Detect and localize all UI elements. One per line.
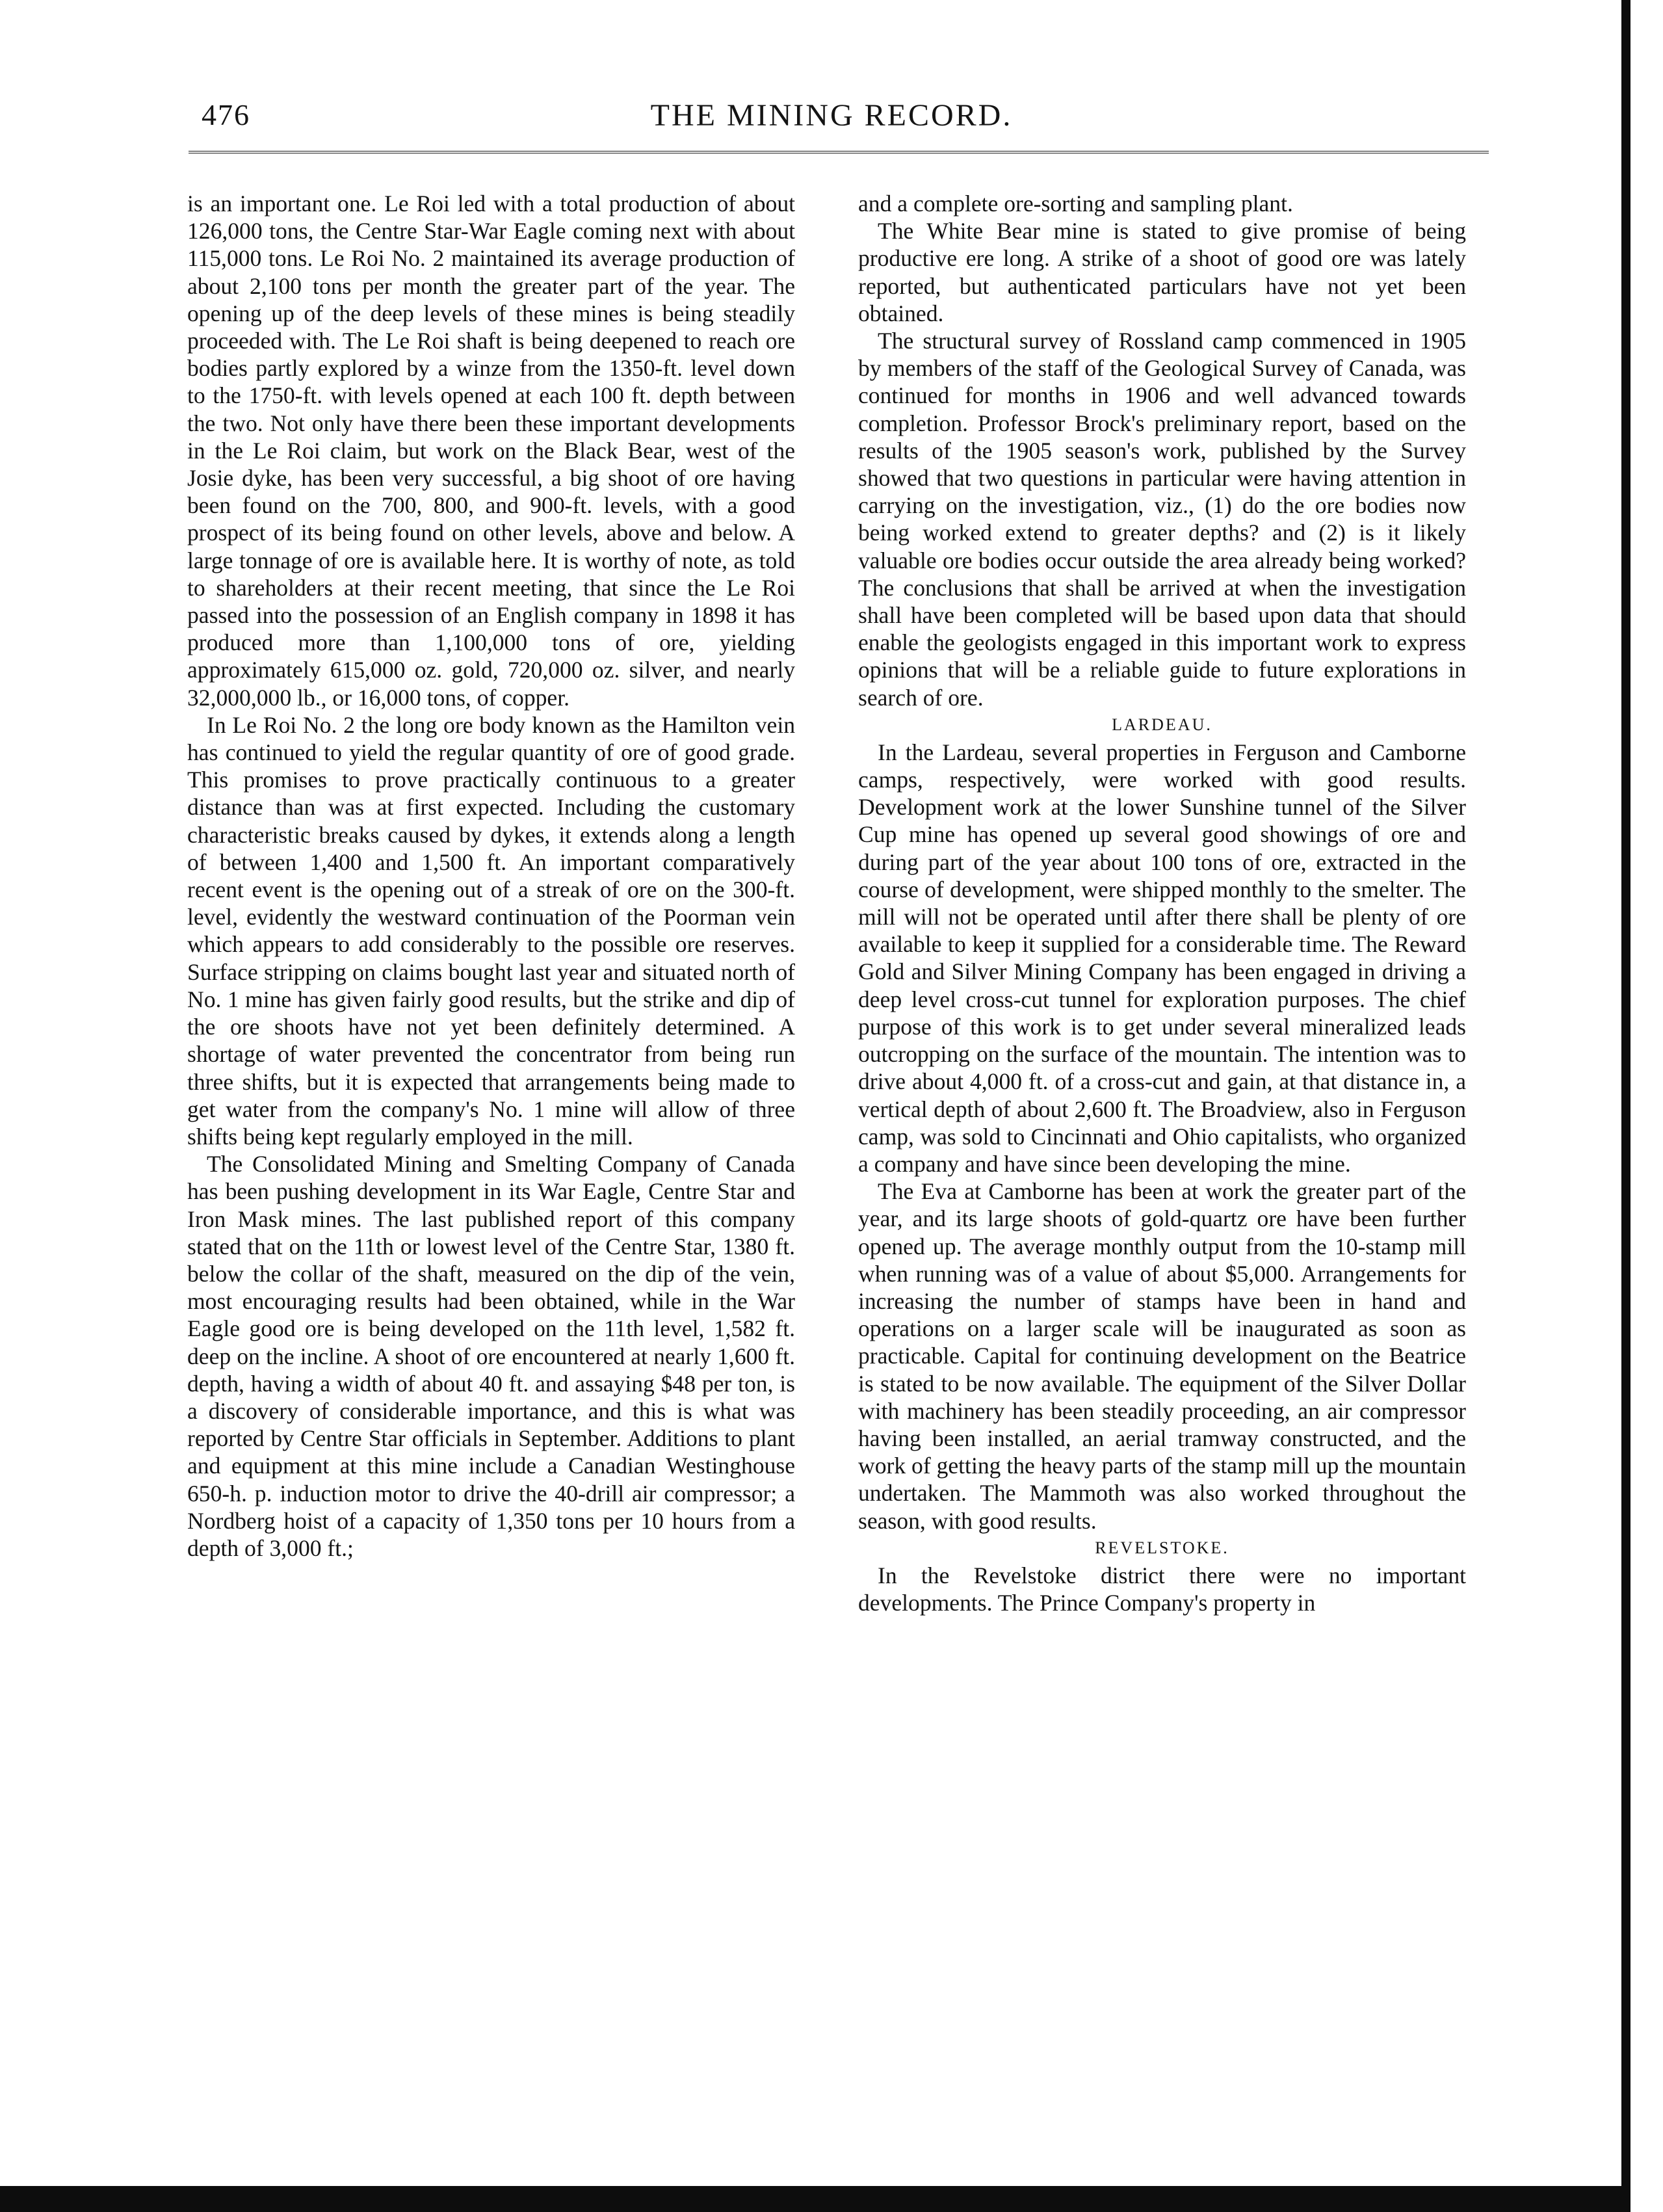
paragraph: and a complete ore-sorting and sampling plant. — [858, 191, 1293, 217]
section-heading-lardeau: LARDEAU. — [1112, 715, 1212, 734]
paragraph: The Eva at Camborne has been at work the greater part of the year, and its large shoots of gold-quartz ore have been further opened up. The average monthly output from the 10-stamp mill when running was of a value of about $5,000. Arrangements for increasing the number of stamps have been in hand and operations on a larger scale will be inaugurated as soon as practicable. Capital for continuing development on the Beatrice is stated to be now available. The equipment of the Silver Dollar with machinery has been steadily proceeding, an air compressor having been installed, an aerial tramway constructed, and the work of getting the heavy parts of the stamp mill up the mountain undertaken. The Mammoth was also worked throughout the season, with good results. — [858, 1178, 1466, 1534]
paragraph: The structural survey of Rossland camp commenced in 1905 by members of the staff of the Geological Survey of Canada, was continued for months in 1906 and well advanced towards completion. Professor Brock's preliminary report, based on the results of the 1905 season's work, published by the Survey showed that two questions in particular were having attention in carrying on the investigation, viz., (1) do the ore bodies now being worked extend to greater depths? and (2) is it likely valuable ore bodies occur outside the area already being worked? The conclusions that shall be arrived at when the investigation shall have been completed will be based upon data that should enable the geologists engaged in this important work to express opinions that will be a reliable guide to future explorations in search of ore. — [858, 328, 1466, 711]
page-number: 476 — [202, 98, 250, 131]
section-heading-revelstoke: REVELSTOKE. — [1095, 1538, 1229, 1557]
page-bottom-border — [0, 2186, 1630, 2212]
running-title: THE MINING RECORD. — [650, 98, 1013, 133]
right-column — [858, 190, 1466, 1616]
paragraph: The White Bear mine is stated to give promise of being productive ere long. A strike of a shoot of good ore was lately reported, but authenticated particulars have not yet been obtained. — [858, 218, 1466, 326]
paragraph: is an important one. Le Roi led with a total production of about 126,000 tons, the Centre Star-War Eagle coming next with about 115,000 tons. Le Roi No. 2 maintained its average production of about 2,100 tons per month the greater part of the year. The opening up of the deep levels of these mines is being steadily proceeded with. The Le Roi shaft is being deepened to reach ore bodies partly explored by a winze from the 1350-ft. level down to the 1750-ft. with levels opened at each 100 ft. depth between the two. Not only have there been these important developments in the Le Roi claim, but work on the Black Bear, west of the Josie dyke, has been very successful, a big shoot of ore having been found on the 700, 800, and 900-ft. levels, with a good prospect of its being found on other levels, above and below. A large tonnage of ore is available here. It is worthy of note, as told to shareholders at their recent meeting, that since the Le Roi passed into the possession of an English company in 1898 it has produced more than 1,100,000 tons of ore, yielding approximately 615,000 oz. gold, 720,000 oz. silver, and nearly 32,000,000 lb., or 16,000 tons, of copper. — [187, 191, 795, 711]
paragraph: In the Lardeau, several properties in Ferguson and Camborne camps, respectively, were worked with good results. Development work at the lower Sunshine tunnel of the Silver Cup mine has opened up several good showings of ore and during part of the year about 100 tons of ore, extracted in the course of development, were shipped monthly to the smelter. The mill will not be operated until after there shall be plenty of ore available to keep it supplied for a considerable time. The Reward Gold and Silver Mining Company has been engaged in driving a deep level cross-cut tunnel for exploration purposes. The chief purpose of this work is to get under several mineralized leads outcropping on the surface of the mountain. The intention was to drive about 4,000 ft. of a cross-cut and gain, at that distance in, a vertical depth of about 2,600 ft. The Broadview, also in Ferguson camp, was sold to Cincinnati and Ohio capitalists, who organized a company and have since been developing the mine. — [858, 739, 1466, 1177]
paragraph: The Consolidated Mining and Smelting Company of Canada has been pushing development in its War Eagle, Centre Star and Iron Mask mines. The last published report of this company stated that on the 11th or lowest level of the Centre Star, 1380 ft. below the collar of the shaft, measured on the dip of the vein, most encouraging results had been obtained, while in the War Eagle good ore is being developed on the 11th level, 1,582 ft. deep on the incline. A shoot of ore encountered at nearly 1,600 ft. depth, having a width of about 40 ft. and assaying $48 per ton, is a discovery of considerable importance, and this is what was reported by Centre Star officials in September. Additions to plant and equipment at this mine include a Canadian Westinghouse 650-h. p. induction motor to drive the 40-drill air compressor; a Nordberg hoist of a capacity of 1,350 tons per 10 hours from a depth of 3,000 ft.; — [187, 1151, 795, 1561]
page-right-border — [1621, 0, 1630, 2212]
left-column — [187, 190, 795, 1562]
header-rule — [189, 151, 1489, 153]
paragraph: In the Revelstoke district there were no important developments. The Prince Company's property in — [858, 1562, 1466, 1616]
paragraph: In Le Roi No. 2 the long ore body known as the Hamilton vein has continued to yield the regular quantity of ore of good grade. This promises to prove practically continuous to a greater distance than was at first expected. Including the customary characteristic breaks caused by dykes, it extends along a length of between 1,400 and 1,500 ft. An important comparatively recent event is the opening out of a streak of ore on the 300-ft. level, evidently the westward continuation of the Poorman vein which appears to add considerably to the possible ore reserves. Surface stripping on claims bought last year and situated north of No. 1 mine has given fairly good results, but the strike and dip of the ore shoots have not yet been definitely determined. A shortage of water prevented the concentrator from being run three shifts, but it is expected that arrangements being made to get water from the company's No. 1 mine will allow of three shifts being kept regularly employed in the mill. — [187, 711, 795, 1150]
